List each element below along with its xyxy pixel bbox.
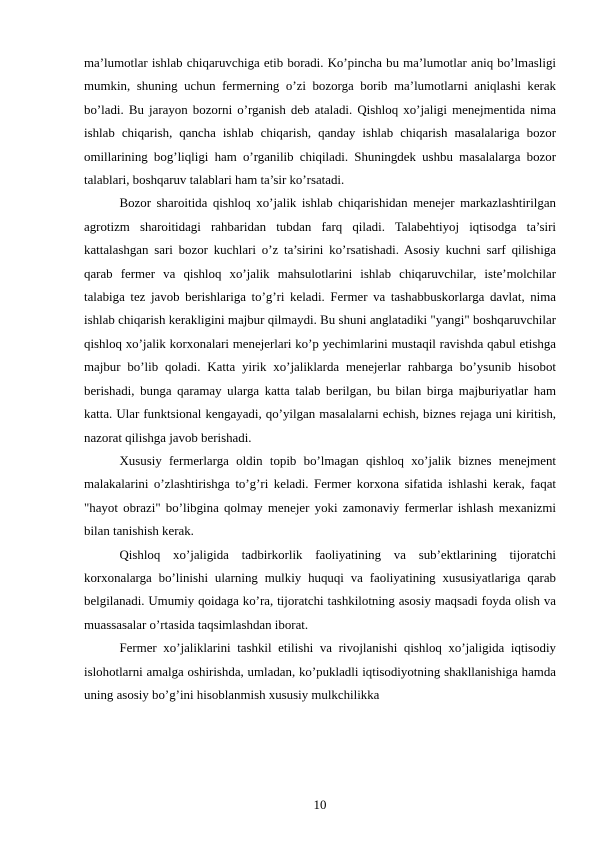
paragraph-market-conditions: Bozor sharoitida qishloq xo’jalik ishlab chiqarishidan menejer markazlashtirilgan agrotizm sharoitidagi rahbaridan tubdan farq qiladi. Talabehtiyoj iqtisodga ta’siri kattalashgan sari bozor kuchlari o’z ta’sirini ko’rsatishadi. Asosiy kuchni sarf qilishiga qarab fermer va qishloq xo’jalik mahsulotlarini ishlab chiqaruvchilar, iste’molchilar talabiga tez javob berishlariga to’g’ri keladi. Fermer va tashabbuskorlarga davlat, nima ishlab chiqarish kerakligini majbur qilmaydi. Bu shuni anglatadiki "yangi" boshqaruvchilar qishloq xo’jalik korxonalari menejerlari ko’p yechimlarini mustaqil ravishda qabul etishga majbur bo’lib qoladi. Katta yirik xo’jaliklarda menejerlar rahbarga bo’ysunib hisobot berishadi, bunga qaramay ularga katta talab berilgan, bu bilan birga majburiyatlar ham katta. Ular funktsional kengayadi, qo’yilgan masalalarni echish, biznes rejaga uni kiritish, nazorat qilishga javob berishadi. (84, 196, 556, 445)
paragraph-entrepreneurship: Qishloq xo’jaligida tadbirkorlik faoliyatining va sub’ektlarining tijoratchi korxonalarga bo’linishi ularning mulkiy huquqi va faoliyatining xususiyatlariga qarab belgilanadi. Umumiy qoidaga ko’ra, tijoratchi tashkilotning asosiy maqsadi foyda olish va muassasalar o’rtasida taqsimlashdan iborat. (84, 547, 556, 632)
paragraph-private-farmers: Xususiy fermerlarga oldin topib bo’lmagan qishloq xo’jalik biznes menejment malakalarini o’zlashtirishga to’g’ri keladi. Fermer korxona sifatida ishlashi kerak, faqat "hayot obrazi" bo’libgina qolmay menejer yoki zamonaviy fermerlar ishlash mexanizmi bilan tanishish kerak. (84, 453, 556, 539)
paragraph-farm-organization: Fermer xo’jaliklarini tashkil etilishi va rivojlanishi qishloq xo’jaligida iqtisodiy islohotlarni amalga oshirishda, umladan, ko’pukladli iqtisodiyotning shakllanishiga hamda uning asosiy bo’g’ini hisoblanmish xususiy mulkchilikka (84, 641, 556, 702)
document-body (84, 52, 556, 707)
paragraph-continuation: ma’lumotlar ishlab chiqaruvchiga etib boradi. Ko’pincha bu ma’lumotlar aniq bo’lmasligi mumkin, shuning uchun fermerning o’zi bozorga borib ma’lumotlarni aniqlashi kerak bo’ladi. Bu jarayon bozorni o’rganish deb ataladi. Qishloq xo’jaligi menejmentida nima ishlab chiqarish, qancha ishlab chiqarish, qanday ishlab chiqarish masalalariga bozor omillarining bog’liqligi ham o’rganilib chiqiladi. Shuningdek ushbu masalalarga bozor talablari, boshqaruv talablari ham ta’sir ko’rsatadi. (84, 56, 556, 188)
page-number: 10 (313, 798, 327, 812)
